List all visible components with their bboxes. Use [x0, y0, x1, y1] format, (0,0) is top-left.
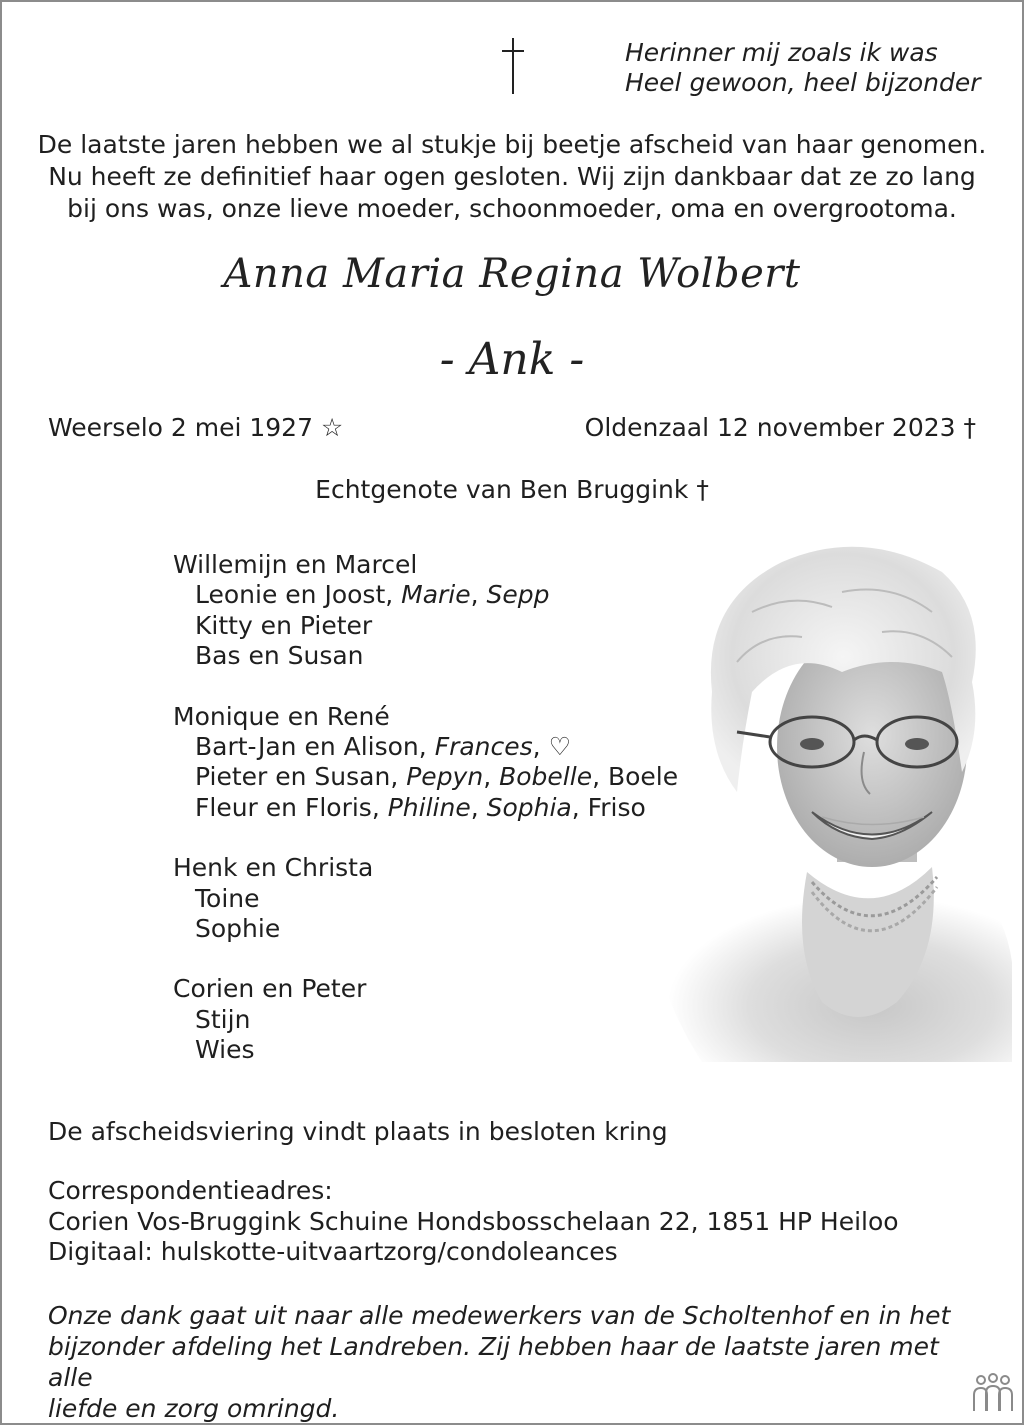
grandchild-names: Pepyn	[406, 762, 484, 792]
family-child	[173, 914, 678, 944]
child-names: Leonie en Joost,	[195, 580, 402, 610]
correspondence-digital: Digitaal: hulskotte-uitvaartzorg/condoleances	[48, 1237, 618, 1266]
grandchild-names: Marie	[401, 580, 471, 610]
deceased-full-name: Anna Maria Regina Wolbert	[223, 251, 801, 297]
family-list	[173, 550, 678, 1095]
child-names: Wies	[195, 1035, 255, 1065]
child-names: ,	[532, 731, 549, 761]
child-names: ,	[470, 580, 487, 610]
family-child	[173, 641, 678, 671]
cross-icon	[498, 36, 528, 96]
family-parent: Henk en Christa	[173, 853, 374, 883]
family-child	[173, 580, 678, 610]
death-info: Oldenzaal 12 november 2023 †	[584, 413, 976, 442]
child-names: Kitty en Pieter	[195, 610, 373, 640]
thanks-line: Onze dank gaat uit naar alle medewerkers van de Scholtenhof en in het	[48, 1301, 951, 1330]
family-child	[173, 884, 678, 914]
child-names: ,	[470, 792, 487, 822]
intro-text	[2, 129, 1022, 225]
child-names: , Boele	[592, 762, 679, 792]
grandchild-names: Philine	[387, 792, 471, 822]
family-group	[173, 702, 678, 824]
birth-info: Weerselo 2 mei 1927 ☆	[48, 413, 344, 442]
family-child	[173, 1035, 678, 1065]
correspondence-label: Correspondentieadres:	[48, 1176, 333, 1205]
family-figures-logo	[970, 1373, 1016, 1413]
child-names: Bas en Susan	[195, 641, 364, 671]
motto-line: Herinner mij zoals ik was	[625, 38, 938, 67]
correspondence-address: Corien Vos-Bruggink Schuine Hondsbosschelaan 22, 1851 HP Heiloo	[48, 1206, 899, 1236]
grandchild-names: Bobelle	[499, 762, 593, 792]
child-names: Bart-Jan en Alison,	[195, 731, 435, 761]
grandchild-names: Frances	[434, 731, 533, 761]
intro-line: Nu heeft ze definitief haar ogen gesloten. Wij zijn dankbaar dat ze zo lang	[48, 162, 976, 191]
child-names: ,	[483, 762, 500, 792]
family-parent: Monique en René	[173, 701, 390, 731]
family-parent: Willemijn en Marcel	[173, 550, 418, 579]
family-parent: Corien en Peter	[173, 974, 367, 1004]
intro-line: bij ons was, onze lieve moeder, schoonmoeder, oma en overgrootoma.	[67, 194, 957, 223]
child-names: , Friso	[571, 792, 646, 822]
child-names: ♡	[548, 731, 571, 761]
grandchild-names: Sophia	[486, 792, 572, 822]
deceased-nickname: - Ank -	[439, 334, 585, 385]
motto	[625, 38, 981, 98]
family-group	[173, 550, 678, 672]
portrait-photo	[642, 532, 1012, 1062]
thanks-line: bijzonder afdeling het Landreben. Zij hebben haar de laatste jaren met alle	[48, 1332, 939, 1392]
spouse-info: Echtgenote van Ben Bruggink †	[315, 475, 709, 504]
child-names: Pieter en Susan,	[195, 762, 407, 792]
family-child	[173, 611, 678, 641]
family-child	[173, 1005, 678, 1035]
family-group	[173, 853, 678, 944]
grandchild-names: Sepp	[486, 580, 550, 610]
motto-line: Heel gewoon, heel bijzonder	[625, 68, 981, 97]
child-names: Sophie	[195, 913, 281, 943]
family-child	[173, 732, 678, 762]
intro-line: De laatste jaren hebben we al stukje bij beetje afscheid van haar genomen.	[37, 130, 987, 159]
family-child	[173, 762, 678, 792]
child-names: Toine	[195, 883, 260, 913]
child-names: Stijn	[195, 1004, 251, 1034]
family-group	[173, 974, 678, 1065]
child-names: Fleur en Floris,	[195, 792, 388, 822]
service-notice: De afscheidsviering vindt plaats in besloten kring	[48, 1117, 668, 1146]
thanks-line: liefde en zorg omringd.	[48, 1394, 340, 1423]
family-child	[173, 793, 678, 823]
thanks-note	[48, 1300, 988, 1424]
correspondence	[48, 1176, 899, 1268]
